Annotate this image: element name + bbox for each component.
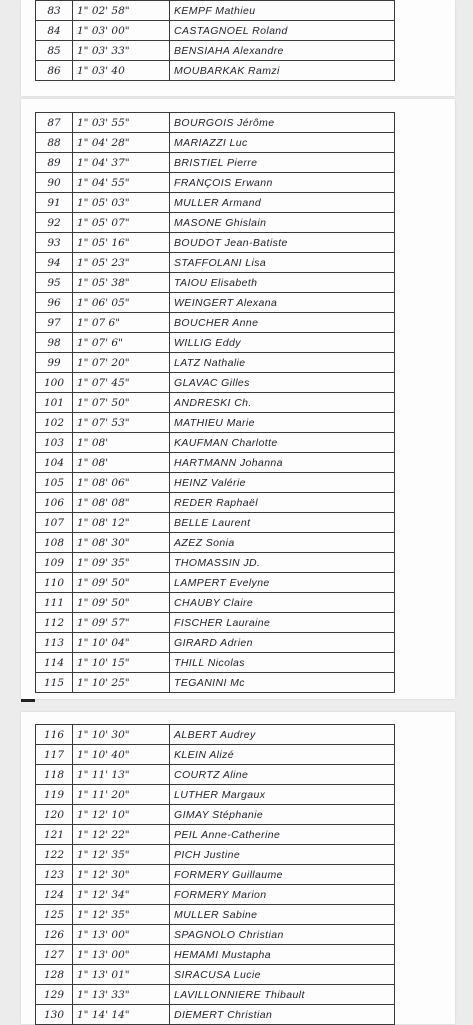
table-row xyxy=(36,965,395,985)
runner-name-cell: PEIL Anne-Catherine xyxy=(170,825,395,845)
results-table xyxy=(35,112,395,693)
runner-name-cell: MARIAZZI Luc xyxy=(170,133,395,153)
results-table xyxy=(35,724,395,1025)
runner-name-cell: KLEIN Alizé xyxy=(170,745,395,765)
table-row xyxy=(36,473,395,493)
rank-cell: 88 xyxy=(36,133,73,153)
runner-name-cell: MULLER Sabine xyxy=(170,905,395,925)
runner-name-cell: BELLE Laurent xyxy=(170,513,395,533)
table-row xyxy=(36,925,395,945)
runner-name-cell: FORMERY Guillaume xyxy=(170,865,395,885)
table-row xyxy=(36,845,395,865)
runner-name-cell: BENSIAHA Alexandre xyxy=(170,41,395,61)
time-cell: 1" 11' 13" xyxy=(73,765,170,785)
rank-cell: 84 xyxy=(36,21,73,41)
rank-cell: 112 xyxy=(36,613,73,633)
table-row xyxy=(36,213,395,233)
rank-cell: 128 xyxy=(36,965,73,985)
table-row xyxy=(36,593,395,613)
rank-cell: 101 xyxy=(36,393,73,413)
time-cell: 1" 13' 33" xyxy=(73,985,170,1005)
table-row xyxy=(36,785,395,805)
time-cell: 1" 10' 15" xyxy=(73,653,170,673)
runner-name-cell: COURTZ Aline xyxy=(170,765,395,785)
table-row xyxy=(36,353,395,373)
rank-cell: 107 xyxy=(36,513,73,533)
rank-cell: 90 xyxy=(36,173,73,193)
rank-cell: 93 xyxy=(36,233,73,253)
table-row xyxy=(36,453,395,473)
runner-name-cell: AZEZ Sonia xyxy=(170,533,395,553)
rank-cell: 116 xyxy=(36,725,73,745)
rank-cell: 129 xyxy=(36,985,73,1005)
rank-cell: 113 xyxy=(36,633,73,653)
rank-cell: 121 xyxy=(36,825,73,845)
time-cell: 1" 05' 16" xyxy=(73,233,170,253)
rank-cell: 115 xyxy=(36,673,73,693)
rank-cell: 119 xyxy=(36,785,73,805)
time-cell: 1" 08' xyxy=(73,433,170,453)
time-cell: 1" 04' 37" xyxy=(73,153,170,173)
rank-cell: 98 xyxy=(36,333,73,353)
rank-cell: 91 xyxy=(36,193,73,213)
rank-cell: 97 xyxy=(36,313,73,333)
runner-name-cell: LATZ Nathalie xyxy=(170,353,395,373)
table-row xyxy=(36,253,395,273)
table-row xyxy=(36,373,395,393)
runner-name-cell: THILL Nicolas xyxy=(170,653,395,673)
runner-name-cell: CASTAGNOEL Roland xyxy=(170,21,395,41)
time-cell: 1" 13' 00" xyxy=(73,945,170,965)
runner-name-cell: HEMAMI Mustapha xyxy=(170,945,395,965)
runner-name-cell: ANDRESKI Ch. xyxy=(170,393,395,413)
runner-name-cell: LAMPERT Evelyne xyxy=(170,573,395,593)
results-page-2 xyxy=(21,99,455,699)
time-cell: 1" 07' 53" xyxy=(73,413,170,433)
runner-name-cell: GLAVAC Gilles xyxy=(170,373,395,393)
time-cell: 1" 14' 14" xyxy=(73,1005,170,1025)
results-table xyxy=(35,0,395,81)
time-cell: 1" 09' 50" xyxy=(73,573,170,593)
runner-name-cell: HARTMANN Johanna xyxy=(170,453,395,473)
time-cell: 1" 08' 12" xyxy=(73,513,170,533)
runner-name-cell: GIRARD Adrien xyxy=(170,633,395,653)
rank-cell: 130 xyxy=(36,1005,73,1025)
rank-cell: 125 xyxy=(36,905,73,925)
runner-name-cell: BOUDOT Jean-Batiste xyxy=(170,233,395,253)
rank-cell: 117 xyxy=(36,745,73,765)
time-cell: 1" 08' 08" xyxy=(73,493,170,513)
rank-cell: 94 xyxy=(36,253,73,273)
table-row xyxy=(36,313,395,333)
runner-name-cell: STAFFOLANI Lisa xyxy=(170,253,395,273)
rank-cell: 123 xyxy=(36,865,73,885)
runner-name-cell: THOMASSIN JD. xyxy=(170,553,395,573)
rank-cell: 86 xyxy=(36,61,73,81)
time-cell: 1" 10' 30" xyxy=(73,725,170,745)
runner-name-cell: PICH Justine xyxy=(170,845,395,865)
rank-cell: 120 xyxy=(36,805,73,825)
table-row xyxy=(36,113,395,133)
time-cell: 1" 05' 07" xyxy=(73,213,170,233)
table-row xyxy=(36,193,395,213)
runner-name-cell: LAVILLONNIERE Thibault xyxy=(170,985,395,1005)
table-row xyxy=(36,493,395,513)
time-cell: 1" 03' 33" xyxy=(73,41,170,61)
rank-cell: 108 xyxy=(36,533,73,553)
time-cell: 1" 02' 58" xyxy=(73,1,170,21)
runner-name-cell: WEINGERT Alexana xyxy=(170,293,395,313)
runner-name-cell: MOUBARKAK Ramzi xyxy=(170,61,395,81)
rank-cell: 127 xyxy=(36,945,73,965)
table-row xyxy=(36,433,395,453)
runner-name-cell: ALBERT Audrey xyxy=(170,725,395,745)
runner-name-cell: TAIOU Elisabeth xyxy=(170,273,395,293)
rank-cell: 118 xyxy=(36,765,73,785)
time-cell: 1" 04' 55" xyxy=(73,173,170,193)
time-cell: 1" 07' 20" xyxy=(73,353,170,373)
time-cell: 1" 11' 20" xyxy=(73,785,170,805)
runner-name-cell: FORMERY Marion xyxy=(170,885,395,905)
runner-name-cell: SIRACUSA Lucie xyxy=(170,965,395,985)
time-cell: 1" 10' 40" xyxy=(73,745,170,765)
time-cell: 1" 07' 45" xyxy=(73,373,170,393)
table-row xyxy=(36,333,395,353)
table-row xyxy=(36,533,395,553)
rank-cell: 99 xyxy=(36,353,73,373)
table-row xyxy=(36,21,395,41)
table-row xyxy=(36,61,395,81)
time-cell: 1" 10' 25" xyxy=(73,673,170,693)
results-page-1 xyxy=(21,0,455,96)
time-cell: 1" 12' 22" xyxy=(73,825,170,845)
time-cell: 1" 05' 38" xyxy=(73,273,170,293)
runner-name-cell: BOUCHER Anne xyxy=(170,313,395,333)
runner-name-cell: MASONE Ghislain xyxy=(170,213,395,233)
rank-cell: 95 xyxy=(36,273,73,293)
runner-name-cell: MULLER Armand xyxy=(170,193,395,213)
rank-cell: 124 xyxy=(36,885,73,905)
rank-cell: 96 xyxy=(36,293,73,313)
rank-cell: 109 xyxy=(36,553,73,573)
time-cell: 1" 04' 28" xyxy=(73,133,170,153)
rank-cell: 110 xyxy=(36,573,73,593)
time-cell: 1" 13' 00" xyxy=(73,925,170,945)
rank-cell: 126 xyxy=(36,925,73,945)
time-cell: 1" 05' 03" xyxy=(73,193,170,213)
time-cell: 1" 12' 34" xyxy=(73,885,170,905)
table-row xyxy=(36,945,395,965)
table-row xyxy=(36,1,395,21)
table-row xyxy=(36,513,395,533)
time-cell: 1" 10' 04" xyxy=(73,633,170,653)
rank-cell: 114 xyxy=(36,653,73,673)
table-row xyxy=(36,985,395,1005)
time-cell: 1" 13' 01" xyxy=(73,965,170,985)
runner-name-cell: BRISTIEL Pierre xyxy=(170,153,395,173)
time-cell: 1" 03' 40 xyxy=(73,61,170,81)
time-cell: 1" 06' 05" xyxy=(73,293,170,313)
table-row xyxy=(36,673,395,693)
table-row xyxy=(36,413,395,433)
runner-name-cell: SPAGNOLO Christian xyxy=(170,925,395,945)
rank-cell: 92 xyxy=(36,213,73,233)
runner-name-cell: HEINZ Valérie xyxy=(170,473,395,493)
table-row xyxy=(36,765,395,785)
table-row xyxy=(36,553,395,573)
runner-name-cell: TEGANINI Mc xyxy=(170,673,395,693)
rank-cell: 106 xyxy=(36,493,73,513)
time-cell: 1" 08' xyxy=(73,453,170,473)
time-cell: 1" 12' 35" xyxy=(73,845,170,865)
table-row xyxy=(36,905,395,925)
page-separator-mark xyxy=(21,699,35,702)
time-cell: 1" 08' 30" xyxy=(73,533,170,553)
table-row xyxy=(36,745,395,765)
time-cell: 1" 09' 57" xyxy=(73,613,170,633)
table-row xyxy=(36,865,395,885)
rank-cell: 103 xyxy=(36,433,73,453)
table-row xyxy=(36,153,395,173)
runner-name-cell: BOURGOIS Jérôme xyxy=(170,113,395,133)
table-row xyxy=(36,825,395,845)
rank-cell: 87 xyxy=(36,113,73,133)
table-row xyxy=(36,233,395,253)
time-cell: 1" 08' 06" xyxy=(73,473,170,493)
table-row xyxy=(36,573,395,593)
runner-name-cell: KEMPF Mathieu xyxy=(170,1,395,21)
table-row xyxy=(36,613,395,633)
table-row xyxy=(36,41,395,61)
rank-cell: 111 xyxy=(36,593,73,613)
table-row xyxy=(36,273,395,293)
time-cell: 1" 07' 6" xyxy=(73,333,170,353)
table-row xyxy=(36,1005,395,1025)
runner-name-cell: REDER Raphaël xyxy=(170,493,395,513)
runner-name-cell: MATHIEU Marie xyxy=(170,413,395,433)
rank-cell: 102 xyxy=(36,413,73,433)
runner-name-cell: GIMAY Stéphanie xyxy=(170,805,395,825)
table-row xyxy=(36,633,395,653)
rank-cell: 89 xyxy=(36,153,73,173)
runner-name-cell: DIEMERT Christian xyxy=(170,1005,395,1025)
runner-name-cell: FISCHER Lauraine xyxy=(170,613,395,633)
time-cell: 1" 09' 50" xyxy=(73,593,170,613)
rank-cell: 100 xyxy=(36,373,73,393)
table-row xyxy=(36,653,395,673)
rank-cell: 85 xyxy=(36,41,73,61)
table-row xyxy=(36,393,395,413)
table-row xyxy=(36,293,395,313)
table-row xyxy=(36,805,395,825)
table-row xyxy=(36,725,395,745)
time-cell: 1" 07' 50" xyxy=(73,393,170,413)
time-cell: 1" 12' 10" xyxy=(73,805,170,825)
time-cell: 1" 12' 30" xyxy=(73,865,170,885)
time-cell: 1" 07 6" xyxy=(73,313,170,333)
time-cell: 1" 03' 00" xyxy=(73,21,170,41)
table-row xyxy=(36,133,395,153)
rank-cell: 122 xyxy=(36,845,73,865)
time-cell: 1" 12' 35" xyxy=(73,905,170,925)
rank-cell: 83 xyxy=(36,1,73,21)
runner-name-cell: FRANÇOIS Erwann xyxy=(170,173,395,193)
time-cell: 1" 05' 23" xyxy=(73,253,170,273)
rank-cell: 104 xyxy=(36,453,73,473)
time-cell: 1" 09' 35" xyxy=(73,553,170,573)
runner-name-cell: LUTHER Margaux xyxy=(170,785,395,805)
results-page-3 xyxy=(21,712,455,1024)
runner-name-cell: WILLIG Eddy xyxy=(170,333,395,353)
runner-name-cell: CHAUBY Claire xyxy=(170,593,395,613)
runner-name-cell: KAUFMAN Charlotte xyxy=(170,433,395,453)
time-cell: 1" 03' 55" xyxy=(73,113,170,133)
rank-cell: 105 xyxy=(36,473,73,493)
table-row xyxy=(36,885,395,905)
table-row xyxy=(36,173,395,193)
